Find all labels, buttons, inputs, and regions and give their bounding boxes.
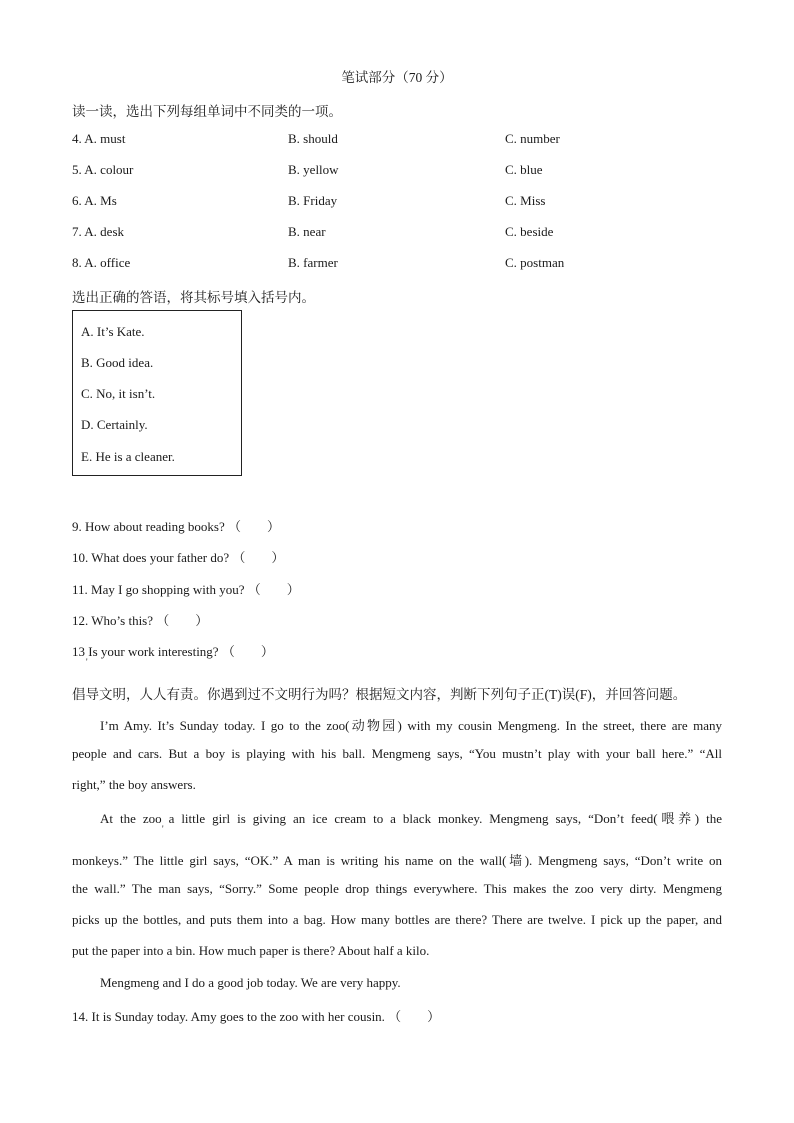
- part2-instruction: 选出正确的答语，将其标号填入括号内。: [72, 290, 315, 305]
- passage-line: monkeys.” The little girl says, “OK.” A man is writing his name on the wall(墙). Mengmeng says, “Don’t write on: [72, 853, 722, 868]
- option-b: B. yellow: [288, 162, 339, 177]
- passage-line: the wall.” The man says, “Sorry.” Some people drop things everywhere. This makes the zoo very dirty. Mengmeng: [72, 881, 722, 896]
- question-12: 12. Who’s this? （ ）: [72, 613, 209, 628]
- word-group-8: [72, 255, 752, 275]
- answer-options-box: [72, 310, 242, 476]
- option-b: B. Friday: [288, 193, 338, 208]
- answer-option-b: B. Good idea.: [81, 355, 154, 370]
- answer-option-e: E. He is a cleaner.: [81, 449, 175, 464]
- answer-option-c: C. No, it isn’t.: [81, 386, 156, 401]
- answer-option-a: A. It’s Kate.: [81, 324, 145, 339]
- question-11: 11. May I go shopping with you? （ ）: [72, 582, 300, 597]
- stray-mark: ': [162, 824, 164, 834]
- option-b: B. should: [288, 131, 338, 146]
- option-c: C. postman: [505, 255, 565, 270]
- option-a: 4. A. must: [72, 131, 126, 146]
- part1-instruction: 读一读，选出下列每组单词中不同类的一项。: [72, 104, 342, 119]
- question-9: 9. How about reading books? （ ）: [72, 519, 280, 534]
- option-c: C. blue: [505, 162, 543, 177]
- word-group-7: [72, 224, 752, 244]
- option-b: B. farmer: [288, 255, 338, 270]
- answer-option-d: D. Certainly.: [81, 417, 148, 432]
- question-13: 13 Is your work interesting? （ ）: [72, 644, 274, 659]
- option-a: 7. A. desk: [72, 224, 124, 239]
- option-b: B. near: [288, 224, 326, 239]
- part3-instruction: 倡导文明，人人有责。你遇到过不文明行为吗？根据短文内容，判断下列句子正(T)误(F)，并回答问题。: [72, 687, 687, 702]
- question-10: 10. What does your father do? （ ）: [72, 550, 285, 565]
- section-title: 笔试部分（70 分）: [341, 70, 453, 85]
- option-a: 8. A. office: [72, 255, 131, 270]
- option-a: 6. A. Ms: [72, 193, 117, 208]
- option-c: C. number: [505, 131, 560, 146]
- passage-line: Mengmeng and I do a good job today. We are very happy.: [100, 975, 401, 990]
- word-group-5: [72, 162, 752, 182]
- option-c: C. Miss: [505, 193, 546, 208]
- passage-line: At the zoo a little girl is giving an ice cream to a black monkey. Mengmeng says, “Don’t feed(喂养) the: [100, 811, 722, 826]
- passage-line: put the paper into a bin. How much paper is there? About half a kilo.: [72, 943, 430, 958]
- option-a: 5. A. colour: [72, 162, 134, 177]
- word-group-6: [72, 193, 752, 213]
- passage-line: right,” the boy answers.: [72, 777, 196, 792]
- passage-line: I’m Amy. It’s Sunday today. I go to the zoo(动物园) with my cousin Mengmeng. In the street, there are many: [100, 718, 722, 733]
- stray-mark: ': [86, 657, 88, 667]
- passage-line: picks up the bottles, and puts them into a bag. How many bottles are there? There are twelve. I pick up the paper, and: [72, 912, 722, 927]
- option-c: C. beside: [505, 224, 554, 239]
- question-14: 14. It is Sunday today. Amy goes to the zoo with her cousin. （ ）: [72, 1009, 441, 1024]
- passage-line: people and cars. But a boy is playing with his ball. Mengmeng says, “You mustn’t play with your ball here.” “All: [72, 746, 722, 761]
- word-group-4: [72, 131, 752, 151]
